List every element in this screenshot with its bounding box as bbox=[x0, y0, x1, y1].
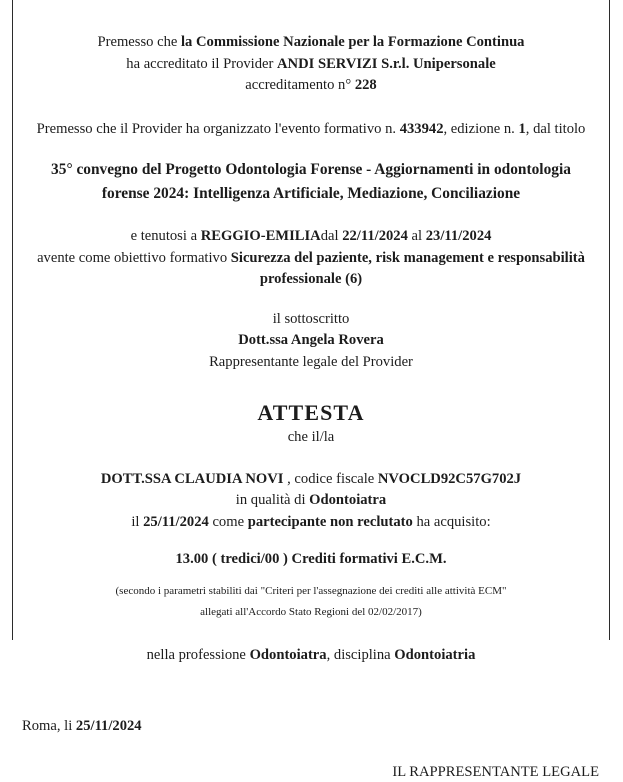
event-location: REGGIO-EMILIA bbox=[200, 228, 321, 244]
participant-acquired-line bbox=[13, 512, 609, 534]
event-intro-prefix: Premesso che il Provider ha organizzato l'evento formativo n. bbox=[36, 120, 400, 137]
credits-value: 13.00 bbox=[175, 551, 209, 567]
participant-name: DOTT.SSA CLAUDIA NOVI bbox=[100, 470, 284, 487]
participation-type: partecipante non reclutato bbox=[247, 513, 413, 530]
spacer bbox=[13, 373, 609, 399]
participant-acquired-date: 25/11/2024 bbox=[143, 513, 209, 530]
spacer bbox=[13, 291, 609, 309]
profession-line bbox=[13, 645, 609, 667]
spacer bbox=[13, 700, 609, 716]
credits-line bbox=[13, 549, 609, 571]
signatory-block bbox=[13, 309, 609, 374]
date-to-label: al bbox=[407, 228, 426, 244]
acquired-suffix: ha acquisito: bbox=[412, 513, 491, 530]
accreditation-number: 228 bbox=[354, 77, 377, 93]
profession-mid: , disciplina bbox=[326, 646, 395, 663]
event-objective-part-1: Sicurezza del paziente, risk management e responsabilità bbox=[230, 249, 585, 266]
attestation-block bbox=[13, 399, 609, 449]
footer-place: Roma, li bbox=[22, 718, 76, 734]
commission-name: la Commissione Nazionale per la Formazione Continua bbox=[181, 34, 525, 50]
participant-fiscal-code: NVOCLD92C57G702J bbox=[377, 470, 522, 487]
credits-note-line-1: (secondo i parametri stabiliti dai "Criteri per l'assegnazione dei crediti alle attività ECM" bbox=[115, 584, 507, 597]
spacer bbox=[13, 140, 609, 158]
credits-note-line-2: allegati all'Accordo Stato Regioni del 02/02/2017) bbox=[200, 605, 422, 618]
preamble-line-2-prefix: ha accreditato il Provider bbox=[126, 55, 278, 72]
participant-capacity: Odontoiatra bbox=[309, 492, 387, 508]
fiscal-code-label: , codice fiscale bbox=[283, 470, 378, 487]
signature-label: IL RAPPRESENTANTE LEGALE bbox=[392, 764, 599, 780]
spacer bbox=[13, 623, 609, 645]
participant-block bbox=[13, 469, 609, 534]
event-dates-line bbox=[13, 226, 609, 248]
certificate-page bbox=[13, 0, 609, 780]
spacer bbox=[13, 736, 609, 762]
event-date-from: 22/11/2024 bbox=[342, 228, 408, 244]
profession-value: Odontoiatra bbox=[249, 646, 327, 663]
event-objective-part-2: professionale (6) bbox=[259, 271, 363, 287]
footer-block bbox=[13, 716, 609, 782]
preamble-line-1 bbox=[13, 32, 609, 54]
event-title-line-1: 35° convegno del Progetto Odontologia Forense - Aggiornamenti in odontologia bbox=[51, 161, 571, 178]
signatory-intro: il sottoscritto bbox=[272, 310, 350, 327]
event-number: 433942 bbox=[399, 120, 444, 137]
event-intro-block bbox=[13, 119, 609, 141]
date-from-label: dal bbox=[320, 228, 343, 244]
objective-prefix: avente come obiettivo formativo bbox=[37, 249, 231, 266]
spacer bbox=[13, 449, 609, 469]
event-intro-suffix: , dal titolo bbox=[525, 120, 586, 137]
credits-words: ( tredici/00 ) bbox=[211, 551, 288, 567]
signatory-name bbox=[13, 330, 609, 352]
attestation-heading: ATTESTA bbox=[257, 400, 365, 425]
event-objective-line-2 bbox=[13, 269, 609, 291]
credits-label: Crediti formativi E.C.M. bbox=[291, 551, 447, 567]
event-title-block bbox=[13, 158, 609, 206]
spacer bbox=[13, 97, 609, 119]
signatory-name-text: Dott.ssa Angela Rovera bbox=[238, 332, 384, 348]
profession-block bbox=[13, 645, 609, 667]
event-objective-line-1 bbox=[13, 248, 609, 270]
signatory-role: Rappresentante legale del Provider bbox=[209, 353, 413, 370]
preamble-line-3 bbox=[13, 75, 609, 97]
event-details-block bbox=[13, 226, 609, 291]
footer-date-value: 25/11/2024 bbox=[75, 718, 142, 734]
credits-block bbox=[13, 549, 609, 623]
spacer bbox=[13, 571, 609, 581]
attestation-subheading: che il/la bbox=[287, 429, 335, 445]
event-intro-mid: , edizione n. bbox=[443, 120, 519, 137]
acquired-mid: come bbox=[208, 513, 248, 530]
participant-capacity-line bbox=[13, 490, 609, 512]
footer-place-date bbox=[13, 716, 609, 736]
acquired-prefix: il bbox=[131, 513, 144, 530]
spacer bbox=[13, 533, 609, 549]
page-border-right bbox=[609, 0, 610, 640]
participant-identity-line bbox=[13, 469, 609, 491]
profession-prefix: nella professione bbox=[146, 646, 250, 663]
preamble-block bbox=[13, 32, 609, 97]
event-intro-line bbox=[13, 119, 609, 141]
preamble-line-2 bbox=[13, 54, 609, 76]
discipline-value: Odontoiatria bbox=[394, 646, 476, 663]
preamble-line-1-prefix: Premesso che bbox=[97, 34, 181, 50]
spacer bbox=[13, 206, 609, 226]
held-prefix: e tenutosi a bbox=[130, 228, 201, 244]
event-edition: 1 bbox=[518, 120, 526, 137]
top-spacer bbox=[13, 0, 609, 32]
accreditation-label: accreditamento n° bbox=[245, 77, 355, 93]
spacer bbox=[13, 666, 609, 700]
event-date-to: 23/11/2024 bbox=[425, 228, 492, 244]
provider-name: ANDI SERVIZI S.r.l. Unipersonale bbox=[277, 55, 496, 72]
capacity-prefix: in qualità di bbox=[235, 492, 310, 508]
event-title-line-2: forense 2024: Intelligenza Artificiale, Mediazione, Conciliazione bbox=[101, 185, 521, 202]
